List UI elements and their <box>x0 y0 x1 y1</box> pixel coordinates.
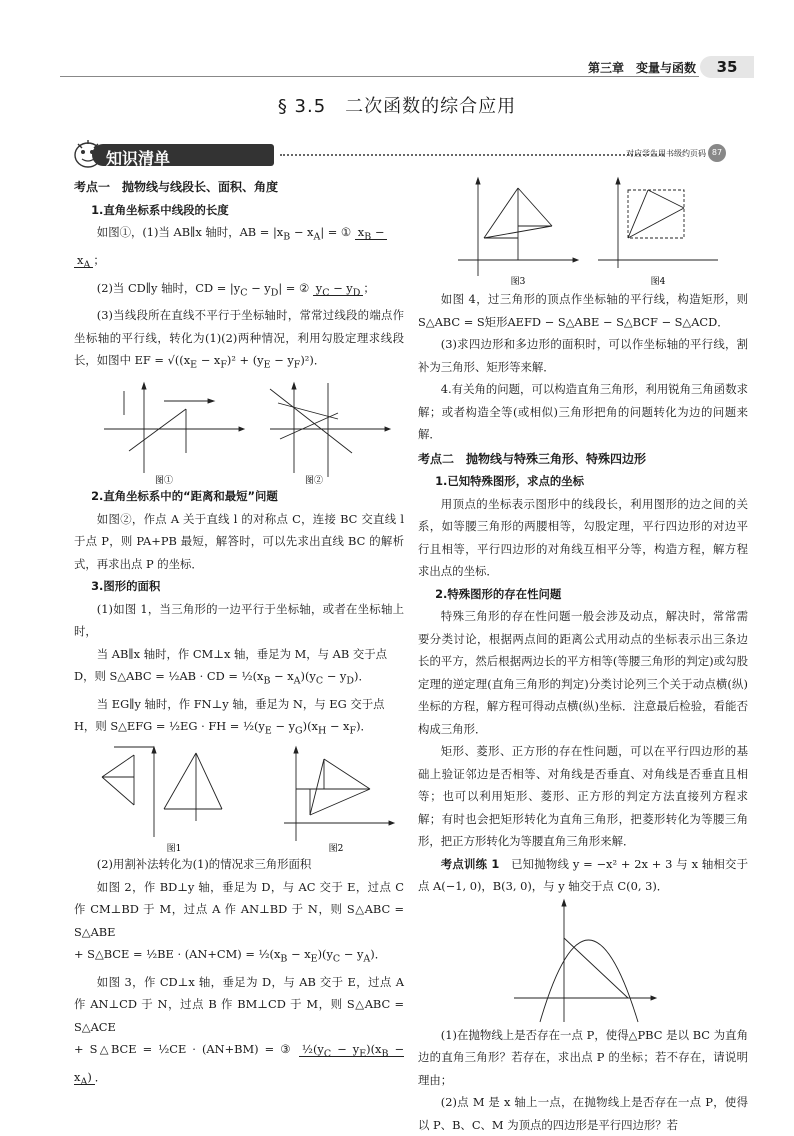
page-header <box>0 56 794 80</box>
banner-dots <box>280 154 664 156</box>
figure-4 <box>598 178 718 268</box>
t: C <box>322 286 330 298</box>
t: )(y <box>300 669 316 684</box>
t: − x <box>197 353 221 368</box>
t: ； <box>93 252 105 267</box>
t: A <box>83 259 91 271</box>
r-para4: 用顶点的坐标表示图形中的线段长，利用图形的边之间的关系，如等腰三角形的两腰相等，勾股定理，平行四边形的对边平行且相等，平行四边形的对角线互相平分等，构造方程，解方程求出点的坐标． <box>418 496 748 578</box>
fig1-caption: 图① <box>154 476 174 486</box>
banner-label: 知识清单 <box>106 149 171 168</box>
line-bc <box>564 938 628 998</box>
s2-para: 如图②，作点 A 关于直线 l 的对称点 C，连接 BC 交直线 l 于点 P，则 PA+PB 最短，解答时，可以先求出直线 BC 的解析式，再求出点 P 的坐标． <box>74 511 404 571</box>
s3-para4: 当 EG∥y 轴时，作 FN⊥y 轴，垂足为 N，与 EG 交于点 <box>96 696 385 711</box>
exercise-label: 考点训练 1 <box>440 856 500 871</box>
t: C <box>323 1048 332 1060</box>
t: x <box>357 225 365 239</box>
topic1-title: 考点一 抛物线与线段长、面积、角度 <box>74 180 279 194</box>
t: )(y <box>317 947 333 962</box>
t: − y <box>329 280 353 295</box>
t: (3)当线段所在直线不平行于坐标轴时，常常过线段的端点作坐标轴的平行线，转化为(1)(2)两种情况，利用勾股定理求线段长，如图中 EF = √((x <box>74 308 404 368</box>
sub1-title: 1.直角坐标系中线段的长度 <box>91 202 229 217</box>
t: B <box>280 953 288 965</box>
topic2-title: 考点二 抛物线与特殊三角形、特殊四边形 <box>418 451 647 466</box>
knowledge-banner <box>70 138 730 168</box>
chapter-label: 第三章 变量与函数 <box>587 61 696 75</box>
sub3-title: 3.图形的面积 <box>91 579 161 594</box>
t: ． <box>94 1070 107 1085</box>
fig2-caption: 图② <box>304 476 324 486</box>
question-1: (1)在抛物线上是否存在一点 P，使得△PBC 是以 BC 为直角边的直角三角形？若存在，求出点 P 的坐标；若不存在，请说明理由； <box>418 1027 748 1087</box>
page-number: 35 <box>700 56 754 78</box>
section-title: § 3.5 二次函数的综合应用 <box>277 96 517 117</box>
fig-t1-caption: 图1 <box>166 844 182 854</box>
t: + S△BCE = ½BE · (AN+CM) = ½(x <box>74 947 281 962</box>
t: C <box>315 675 324 687</box>
t: E <box>359 1048 367 1060</box>
t: F <box>293 359 301 371</box>
t: F <box>220 359 227 371</box>
t: )²)． <box>300 353 326 368</box>
figure-t2 <box>284 747 394 841</box>
t: H，则 S△EFG = ½EG · FH = ½(y <box>74 719 265 734</box>
figures-1-2 <box>74 381 404 485</box>
t: D <box>346 675 354 687</box>
t: ) <box>87 1070 92 1085</box>
t: E <box>264 725 272 737</box>
figures-3-4 <box>418 176 748 288</box>
exercise-1 <box>418 853 748 898</box>
blank-1 <box>355 225 388 243</box>
t: − y <box>271 719 296 734</box>
exercise-text: 已知抛物线 y = −x² + 2x + 3 与 x 轴相交于点 A(−1, 0)，B(3, 0)，与 y 轴交于点 C(0, 3)． <box>418 856 748 893</box>
figure-1 <box>104 383 244 473</box>
t: D，则 S△ABC = ½AB · CD = ½(x <box>74 669 264 684</box>
t: )(x <box>302 719 318 734</box>
blank-2 <box>313 281 364 296</box>
t: A <box>363 953 371 965</box>
r-para3: 4.有关角的问题，可以构造直角三角形，利用锐角三角函数求解；或者构造全等(或相似)三角形把角的问题转化为边的问题来解． <box>418 382 748 441</box>
s3-para2: 当 AB∥x 轴时，作 CM⊥x 轴，垂足为 M，与 AB 交于点 <box>96 646 388 661</box>
r-sub1-title: 1.已知特殊图形，求点的坐标 <box>435 474 585 488</box>
t: − <box>371 225 385 239</box>
fig3-caption: 图3 <box>510 277 526 287</box>
fig4-caption: 图4 <box>650 277 666 287</box>
t: E <box>310 953 318 965</box>
figure-3 <box>458 178 578 276</box>
s3-para5 <box>74 715 404 743</box>
t: − y <box>340 947 364 962</box>
t: ½(y <box>301 1042 324 1057</box>
t: 如图①，(1)当 AB∥x 轴时，AB = |x <box>96 225 284 239</box>
t: F <box>349 725 357 737</box>
question-2: (2)点 M 是 x 轴上一点，在抛物线上是否存在一点 P，使得以 P、B、C、M 为顶点的四边形是平行四边形？若 <box>418 1095 748 1132</box>
t: G <box>295 725 303 737</box>
s1-line1-cont <box>74 249 404 277</box>
t: D <box>270 286 279 298</box>
s3-para10 <box>74 1038 404 1094</box>
t: − x <box>287 947 311 962</box>
t: − y <box>323 669 347 684</box>
t: (2)当 CD∥y 轴时，CD = |y <box>96 280 241 295</box>
t: − x <box>74 1042 405 1085</box>
s1-line2 <box>74 277 404 305</box>
t: − y <box>247 280 271 295</box>
t: H <box>317 725 327 737</box>
s3-para1: (1)如图 1，当三角形的一边平行于坐标轴，或者在坐标轴上时， <box>74 601 404 639</box>
banner-page-badge: 87 <box>708 144 726 162</box>
t: ； <box>363 280 375 295</box>
t: D <box>352 286 361 298</box>
t: E <box>263 359 271 371</box>
s3-para6: (2)用割补法转化为(1)的情况求三角形面积 <box>96 857 312 872</box>
t: − x <box>326 719 350 734</box>
left-column <box>74 176 404 1094</box>
t: − y <box>331 1042 360 1057</box>
t: A <box>293 675 301 687</box>
parabola-figure <box>418 898 748 1024</box>
s1-line1 <box>74 221 404 249</box>
t: A <box>80 1076 88 1088</box>
s3-para3 <box>74 665 404 693</box>
figures-t1-t2 <box>74 745 404 853</box>
t: )² + (y <box>226 353 264 368</box>
t: B <box>381 1048 389 1060</box>
t: − x <box>290 225 314 239</box>
r-sub2-title: 2.特殊图形的存在性问题 <box>435 586 562 601</box>
blank-1-cont <box>74 252 93 271</box>
t: y <box>315 280 323 295</box>
s3-para9: 如图 3，作 CD⊥x 轴，垂足为 D，与 AB 交于 E，过点 A 作 AN⊥CD 于 N，过点 B 作 BM⊥CD 于 M，则 S△ABC = S△ACE <box>74 974 404 1034</box>
s1-para3 <box>74 304 404 377</box>
t: )(x <box>366 1042 382 1057</box>
t: | = ② <box>278 280 310 295</box>
t: B <box>283 231 291 243</box>
t: )． <box>370 947 387 962</box>
figure-2 <box>270 383 390 477</box>
r-para1: 如图 4，过三角形的顶点作坐标轴的平行线，构造矩形，则 S△ABC = S矩形AEFD − S△ABE − S△BCF − S△ACD． <box>418 292 748 329</box>
banner-note: 对应学生用书级约页码 <box>626 149 706 158</box>
t: E <box>190 359 198 371</box>
s3-para7: 如图 2，作 BD⊥y 轴，垂足为 D，与 AC 交于 E，过点 C 作 CM⊥BD 于 M，过点 A 作 AN⊥BD 于 N，则 S△ABC = S△ABE <box>74 879 404 939</box>
fig-t2-caption: 图2 <box>328 844 344 854</box>
r-para6: 矩形、菱形、正方形的存在性问题，可以在平行四边形的基础上验证邻边是否相等、对角线是否垂直、对角线是否垂直且相等；也可以利用矩形、菱形、正方形的判定方法直接列方程求解；有时也会把矩形转化为直角三角形，把菱形转化为等腰三角形，把正方形转化为等腰直角三角形来解． <box>418 744 748 848</box>
t: )． <box>356 719 372 734</box>
t: C <box>332 953 341 965</box>
t: B <box>364 231 372 243</box>
right-column <box>418 176 748 1136</box>
t: C <box>240 286 248 298</box>
t: x <box>77 252 84 267</box>
t: − y <box>270 353 294 368</box>
parabola-curve <box>540 940 638 1022</box>
figure-t1 <box>102 747 222 837</box>
r-para5: 特殊三角形的存在性问题一般会涉及动点，解决时，常常需要分类讨论，根据两点间的距离公式用动点的坐标表示出三条边长的平方，然后根据两边长的平方相等(等腰三角形的判定)或勾股定理的逆定理(直角三角形的判定)分类讨论列三个关于动点横(纵)坐标的方程，解方程可得动点横(纵)坐标．注意最后检验，看能否构成三角形． <box>418 609 748 736</box>
r-para2: (3)求四边形和多边形的面积时，可以作坐标轴的平行线，割补为三角形、矩形等来解． <box>418 337 748 374</box>
header-rule <box>60 76 699 77</box>
t: A <box>313 231 321 243</box>
t: − x <box>270 669 294 684</box>
sub2-title: 2.直角坐标系中的“距离和最短”问题 <box>91 489 278 504</box>
t: B <box>263 675 271 687</box>
s3-para8 <box>74 943 404 971</box>
t: | = ① <box>320 225 352 239</box>
t: )． <box>354 669 370 684</box>
t: + S△BCE = ½CE · (AN+BM) = ③ <box>74 1042 293 1057</box>
